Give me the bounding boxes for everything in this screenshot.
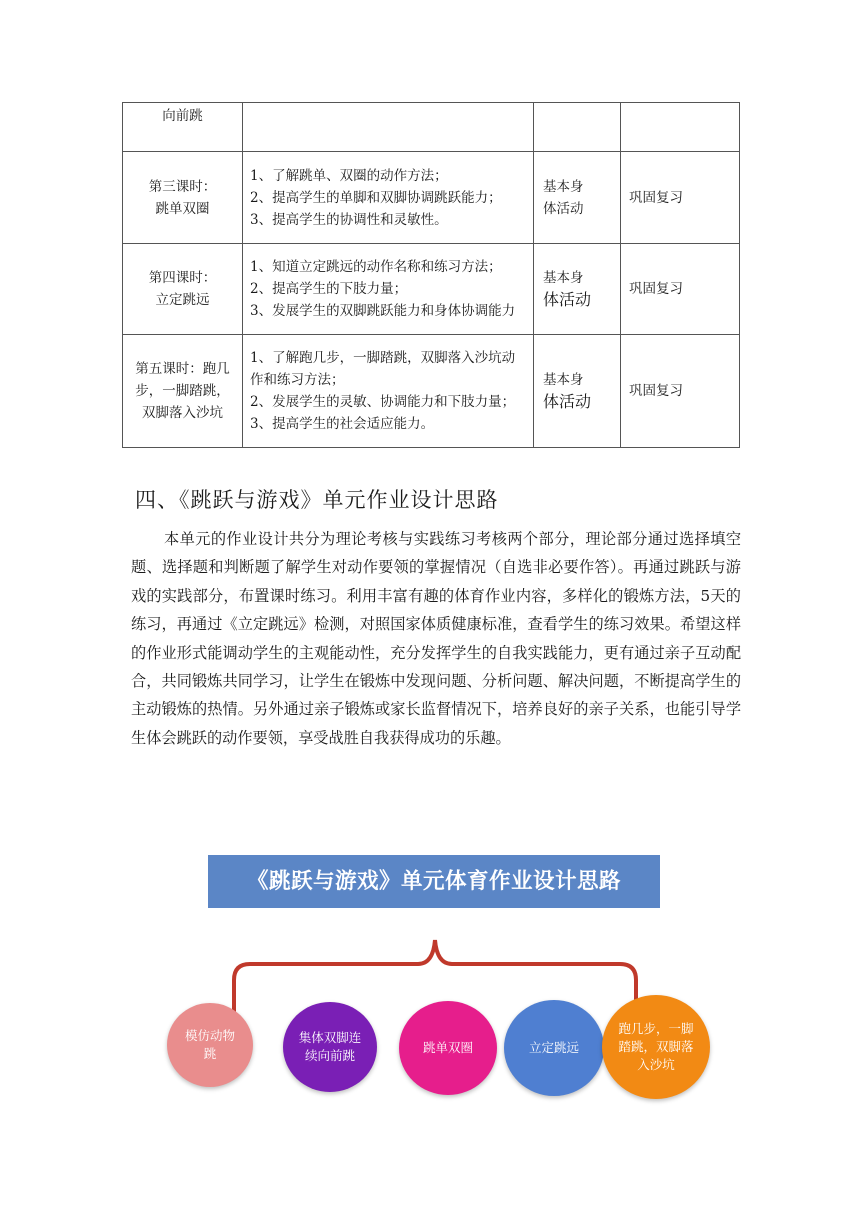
node-standing-long-jump: 立定跳远 <box>504 1000 604 1096</box>
lesson-purpose-cell: 巩固复习 <box>621 152 740 244</box>
lesson-type-cell <box>534 103 621 152</box>
lesson-type-cell: 基本身 体活动 <box>534 244 621 335</box>
lesson-goals-cell: 1、知道立定跳远的动作名称和练习方法； 2、提高学生的下肢力量； 3、发展学生的双脚跳跃能力和身体协调能力 <box>243 244 534 335</box>
lesson-goals-cell: 1、了解跳单、双圈的动作方法； 2、提高学生的单脚和双脚协调跳跃能力； 3、提高学生的协调性和灵敏性。 <box>243 152 534 244</box>
lesson-purpose-cell: 巩固复习 <box>621 335 740 448</box>
lesson-type-cell: 基本身 体活动 <box>534 152 621 244</box>
node-continuous-jump: 集体双脚连续向前跳 <box>283 1002 377 1092</box>
diagram-title: 《跳跃与游戏》单元体育作业设计思路 <box>208 855 660 908</box>
bracket-path <box>234 940 636 1012</box>
node-single-double-hoop: 跳单双圈 <box>399 1001 497 1095</box>
lesson-name-cell: 第四课时： 立定跳远 <box>123 244 243 335</box>
lesson-type-cell: 基本身 体活动 <box>534 335 621 448</box>
lesson-purpose-cell: 巩固复习 <box>621 244 740 335</box>
table-row <box>123 152 740 244</box>
section-heading: 四、《跳跃与游戏》单元作业设计思路 <box>135 488 499 512</box>
lesson-name-cell: 第三课时： 跳单双圈 <box>123 152 243 244</box>
lesson-name-cell: 第五课时：跑几步，一脚踏跳，双脚落入沙坑 <box>123 335 243 448</box>
lesson-goals-cell: 1、了解跑几步，一脚踏跳，双脚落入沙坑动作和练习方法； 2、发展学生的灵敏、协调能力和下肢力量； 3、提高学生的社会适应能力。 <box>243 335 534 448</box>
lesson-purpose-cell <box>621 103 740 152</box>
node-run-jump-sandpit: 跑几步，一脚踏跳，双脚落入沙坑 <box>602 995 710 1099</box>
table-row <box>123 103 740 152</box>
table-row <box>123 335 740 448</box>
lesson-goals-cell <box>243 103 534 152</box>
lesson-name-cell: 向前跳 <box>123 103 243 152</box>
node-animal-jump: 模仿动物跳 <box>167 1003 253 1087</box>
body-paragraph: 本单元的作业设计共分为理论考核与实践练习考核两个部分，理论部分通过选择填空题、选择题和判断题了解学生对动作要领的掌握情况（自选非必要作答）。再通过跳跃与游戏的实践部分，布置课时练习。利用丰富有趣的体育作业内容，多样化的锻炼方法，5天的练习，再通过《立定跳远》检测，对照国家体质健康标准，查看学生的练习效果。希望这样的作业形式能调动学生的主观能动性，充分发挥学生的自我实践能力，更有通过亲子互动配合，共同锻炼共同学习，让学生在锻炼中发现问题、分析问题、解决问题，不断提高学生的主动锻炼的热情。另外通过亲子锻炼或家长监督情况下，培养良好的亲子关系，也能引导学生体会跳跃的动作要领，享受战胜自我获得成功的乐趣。 <box>131 530 741 747</box>
table-row <box>123 244 740 335</box>
design-diagram <box>150 840 730 1110</box>
lesson-table <box>122 102 740 448</box>
